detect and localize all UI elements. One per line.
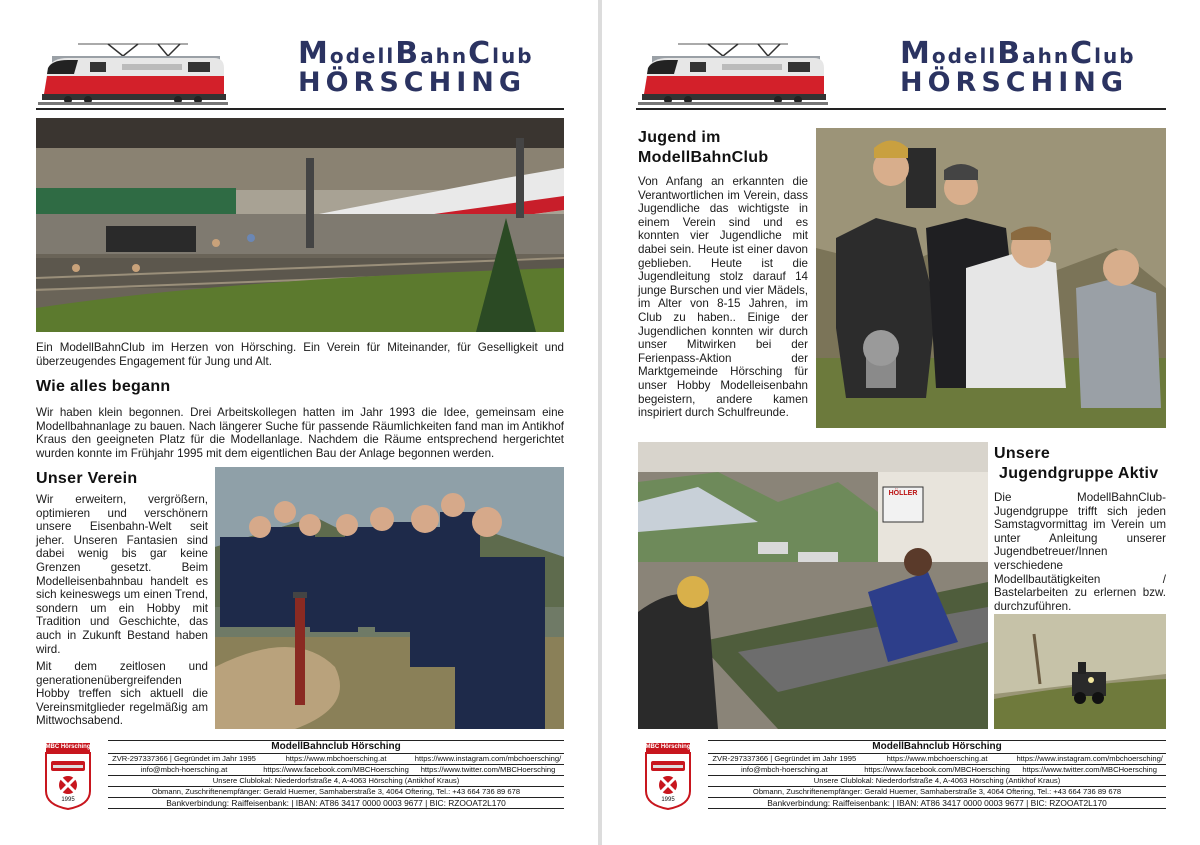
- emblem-year-text: 1995: [61, 797, 75, 803]
- history-paragraph: Wir haben klein begonnen. Drei Arbeitskollegen hatten im Jahr 1993 die Idee, gemeinsam eine Modellbahnanlage zu bauen. Nach längerer Suche für passende Räumlichkeiten fand man im Antikhof Kraus den geeigneten Platz für die Modellanlage. Nachdem die Räume entsprechend hergerichtet wurden konnte im Frühjahr 1995 mit dem eigentlichen Bau der Anlage begonnen werden.: [36, 406, 564, 460]
- emblem-top-text: MBC Hörsching: [45, 744, 91, 750]
- footer-info-table: [708, 740, 1166, 809]
- footer-website-link[interactable]: https://www.mbchoersching.at: [260, 754, 412, 765]
- footer-obmann: Obmann, Zuschriftenempfänger: Gerald Huemer, Samhaberstraße 3, 4064 Oftering, Tel.: +43 664 736 89 678: [108, 787, 564, 798]
- footer-club-name: ModellBahnclub Hörsching: [708, 741, 1166, 754]
- club-emblem-logo: [43, 741, 93, 811]
- section-title-youth: Jugend im ModellBahnClub: [638, 129, 769, 166]
- footer-email-link[interactable]: info@mbch-hoersching.at: [140, 765, 228, 774]
- footer-obmann: Obmann, Zuschriftenempfänger: Gerald Huemer, Samhaberstraße 3, 4064 Oftering, Tel.: +43 664 736 89 678: [708, 787, 1166, 798]
- header-divider: [36, 108, 564, 110]
- footer-twitter-link[interactable]: https://www.twitter.com/MBCHoersching: [420, 765, 556, 774]
- locomotive-logo-image: [38, 38, 228, 106]
- members-group-photo: [215, 467, 564, 729]
- footer-facebook-link[interactable]: https://www.facebook.com/MBCHoersching: [864, 765, 1010, 774]
- club-paragraph-2: Mit dem zeitlosen und generationenübergreifenden Hobby treffen sich aktuell die Vereinsmitglieder regelmäßig am Mittwochsabend.: [36, 660, 208, 728]
- youth-workshop-photo: [638, 442, 988, 729]
- footer-website-link[interactable]: https://www.mbchoersching.at: [861, 754, 1014, 765]
- footer-club-name: ModellBahnclub Hörsching: [108, 741, 564, 754]
- footer-zvr: ZVR-297337366 | Gegründet im Jahr 1995: [108, 754, 260, 765]
- section-title-youth-group: Unsere Jugendgruppe Aktiv: [994, 445, 1159, 482]
- club-emblem-logo: [643, 741, 693, 811]
- locomotive-logo-image: [638, 38, 828, 106]
- intro-caption: Ein ModellBahnClub im Herzen von Hörsching. Ein Verein für Miteinander, für Geselligkeit und überzeugendes Engagement für Jung und Alt.: [36, 341, 564, 368]
- footer-email-link[interactable]: info@mbch-hoersching.at: [741, 765, 828, 774]
- youth-paragraph: Von Anfang an erkannten die Verantwortlichen im Verein, dass Jugendliche das wichtigste in einem Verein sind und es konnten vier Jugendliche mit dabei sein. Heute ist einer davon geblieben. Heute ist die Jugendleitung stolz darauf 14 junge Burschen und vier Mädels, im Alter von 8-15 Jahren, im Club zu haben.. Einige der Jugendlichen konnten wir durch unser Mitwirken bei der Ferienpass-Aktion der Marktgemeinde Hörsching für unser Hobby Modelleisenbahn begeistern, andere kamen inspiriert durch Schulfreunde.: [638, 175, 808, 420]
- brochure-page-left: [0, 0, 598, 845]
- footer-facebook-link[interactable]: https://www.facebook.com/MBCHoersching: [263, 765, 409, 774]
- footer-twitter-link[interactable]: https://www.twitter.com/MBCHoersching: [1022, 765, 1157, 774]
- youth-group-paragraph: Die ModellBahnClub-Jugendgruppe trifft sich jeden Samstagvormittag im Verein um unter Anleitung unserer Jugendbetreuer/Innen verschiedene Modellbautätigkeiten / Bastelarbeiten zu erlernen bzw. durchzuführen.: [994, 491, 1166, 613]
- footer-zvr: ZVR-297337366 | Gegründet im Jahr 1995: [708, 754, 861, 765]
- footer-instagram-link[interactable]: https://www.instagram.com/mbchoersching/: [412, 754, 564, 765]
- footer-bank: Bankverbindung: Raiffeisenbank: | IBAN: AT86 3417 0000 0003 9677 | BIC: RZOOAT2L170: [108, 798, 564, 809]
- emblem-top-text: MBC Hörsching: [645, 744, 691, 750]
- youth-members-photo: [816, 128, 1166, 428]
- brochure-page-right: [602, 0, 1200, 845]
- section-title-club: Unser Verein: [36, 470, 138, 487]
- emblem-year-text: 1995: [661, 797, 675, 803]
- model-locomotive-photo: [994, 614, 1166, 729]
- section-title-history: Wie alles begann: [36, 378, 171, 395]
- station-layout-photo: [36, 118, 564, 332]
- footer-clublokal: Unsere Clublokal: Niederdorfstraße 4, A-4063 Hörsching (Antikhof Kraus): [108, 776, 564, 787]
- club-brand-title: ModellBahnClub HÖRSCHING: [298, 36, 534, 98]
- club-brand-title: ModellBahnClub HÖRSCHING: [900, 36, 1136, 98]
- footer-bank: Bankverbindung: Raiffeisenbank: | IBAN: AT86 3417 0000 0003 9677 | BIC: RZOOAT2L170: [708, 798, 1166, 809]
- footer-instagram-link[interactable]: https://www.instagram.com/mbchoersching/: [1013, 754, 1166, 765]
- shop-sign-text: HÖLLER: [888, 490, 918, 497]
- footer-info-table: [108, 740, 564, 809]
- club-paragraph-1: Wir erweitern, vergrößern, optimieren und verschönern unsere Eisenbahn-Welt seit jeher. Unseren Fantasien sind dabei wenig bis gar keine Grenzen gesetzt. Beim Modelleisenbahnbau handelt es sich keineswegs um einen Trend, sondern um ein Hobby mit Tradition und Geschichte, das auch in Zukunft Bestand haben wird.: [36, 493, 208, 656]
- footer-clublokal: Unsere Clublokal: Niederdorfstraße 4, A-4063 Hörsching (Antikhof Kraus): [708, 776, 1166, 787]
- header-divider: [636, 108, 1166, 110]
